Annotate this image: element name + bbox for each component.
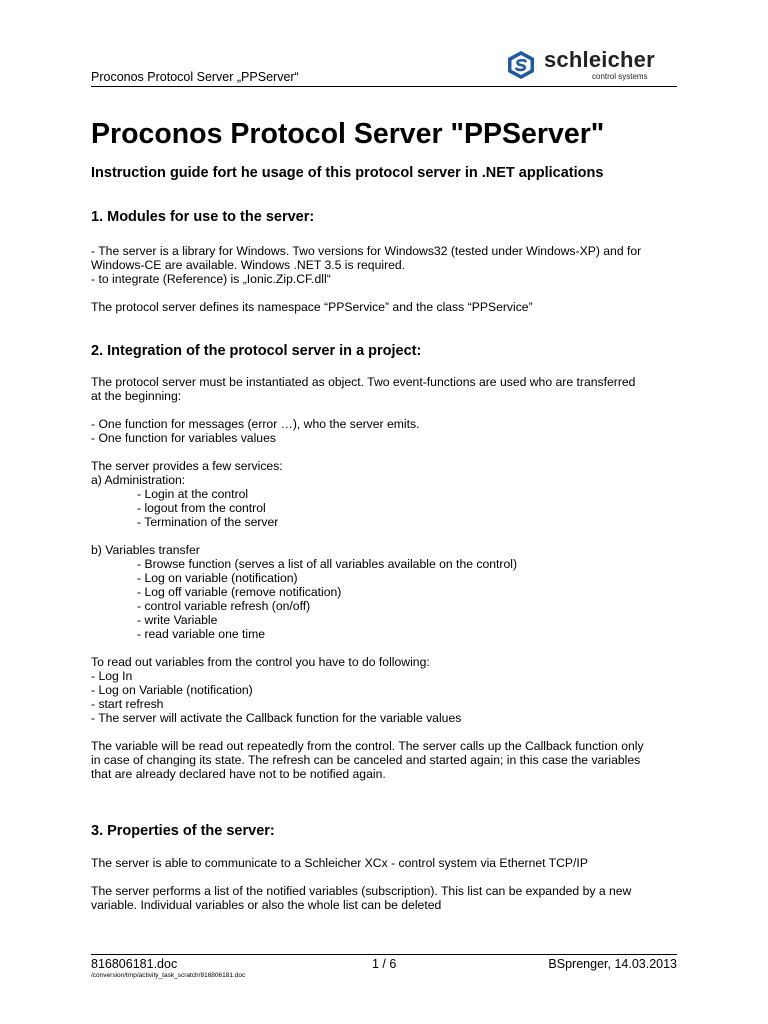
section-heading-properties: 3. Properties of the server: [91,823,275,839]
footer-file-path: /conversion/tmp/activity_task_scratch/816806181.doc [91,972,246,979]
section-heading-modules: 1. Modules for use to the server: [91,209,315,225]
text-line: The server provides a few services: [91,459,283,473]
section-3-text [91,856,631,912]
text-line: Windows-CE are available. Windows .NET 3.5 is required. [91,258,406,272]
text-line: - Log on Variable (notification) [91,683,253,697]
running-header-title: Proconos Protocol Server „PPServer“ [91,70,299,84]
logo-tagline: control systems [592,72,648,81]
section-2-text [91,375,644,781]
text-line: - One function for messages (error …), who the server emits. [91,417,420,431]
blank-line [91,641,644,655]
text-line: b) Variables transfer [91,543,200,557]
section-heading-integration: 2. Integration of the protocol server in a project: [91,343,422,359]
text-line: variable. Individual variables or also the whole list can be deleted [91,898,442,912]
section-1-text [91,244,641,314]
footer-author-date: BSprenger, 14.03.2013 [548,957,677,971]
text-line: - Termination of the server [137,515,279,529]
text-line: at the beginning: [91,389,182,403]
text-line: - Log off variable (remove notification) [137,585,342,599]
text-line: - One function for variables values [91,431,276,445]
text-line: - start refresh [91,697,164,711]
text-line: - read variable one time [137,627,266,641]
text-line: The server is able to communicate to a Schleicher XCx - control system via Ethernet TCP/IP [91,856,588,870]
text-line: - The server will activate the Callback function for the variable values [91,711,462,725]
text-line: The server performs a list of the notified variables (subscription). This list can be expanded by a new [91,884,632,898]
blank-line [91,725,644,739]
blank-line [91,870,631,884]
schleicher-s-logo-icon [506,50,536,80]
text-line: The protocol server must be instantiated as object. Two event-functions are used who are transferred [91,375,636,389]
text-line: - logout from the control [137,501,266,515]
text-line: - to integrate (Reference) is „Ionic.Zip.CF.dll“ [91,272,331,286]
blank-line [91,445,644,459]
text-line: - control variable refresh (on/off) [137,599,311,613]
text-line: that are already declared have not to be notified again. [91,767,386,781]
footer-rule [91,954,677,955]
text-line: - Browse function (serves a list of all variables available on the control) [137,557,518,571]
text-line: - Log In [91,669,133,683]
logo-wordmark: schleicher [544,47,655,72]
text-line: - The server is a library for Windows. Two versions for Windows32 (tested under Windows-XP) and for [91,244,642,258]
text-line: - Login at the control [137,487,249,501]
document-title: Proconos Protocol Server "PPServer" [91,118,605,150]
header-rule [91,86,677,87]
text-line: a) Administration: [91,473,186,487]
blank-line [91,286,641,300]
footer-filename: 816806181.doc [91,957,178,971]
document-subtitle: Instruction guide fort he usage of this protocol server in .NET applications [91,165,604,181]
blank-line [91,529,644,543]
text-line: The protocol server defines its namespace “PPService” and the class “PPService” [91,300,533,314]
text-line: To read out variables from the control you have to do following: [91,655,430,669]
text-line: The variable will be read out repeatedly from the control. The server calls up the Callback function only [91,739,644,753]
text-line: in case of changing its state. The refresh can be canceled and started again; in this case the variables [91,753,641,767]
footer-page-number: 1 / 6 [372,957,397,971]
text-line: - Log on variable (notification) [137,571,298,585]
text-line: - write Variable [137,613,218,627]
blank-line [91,403,644,417]
